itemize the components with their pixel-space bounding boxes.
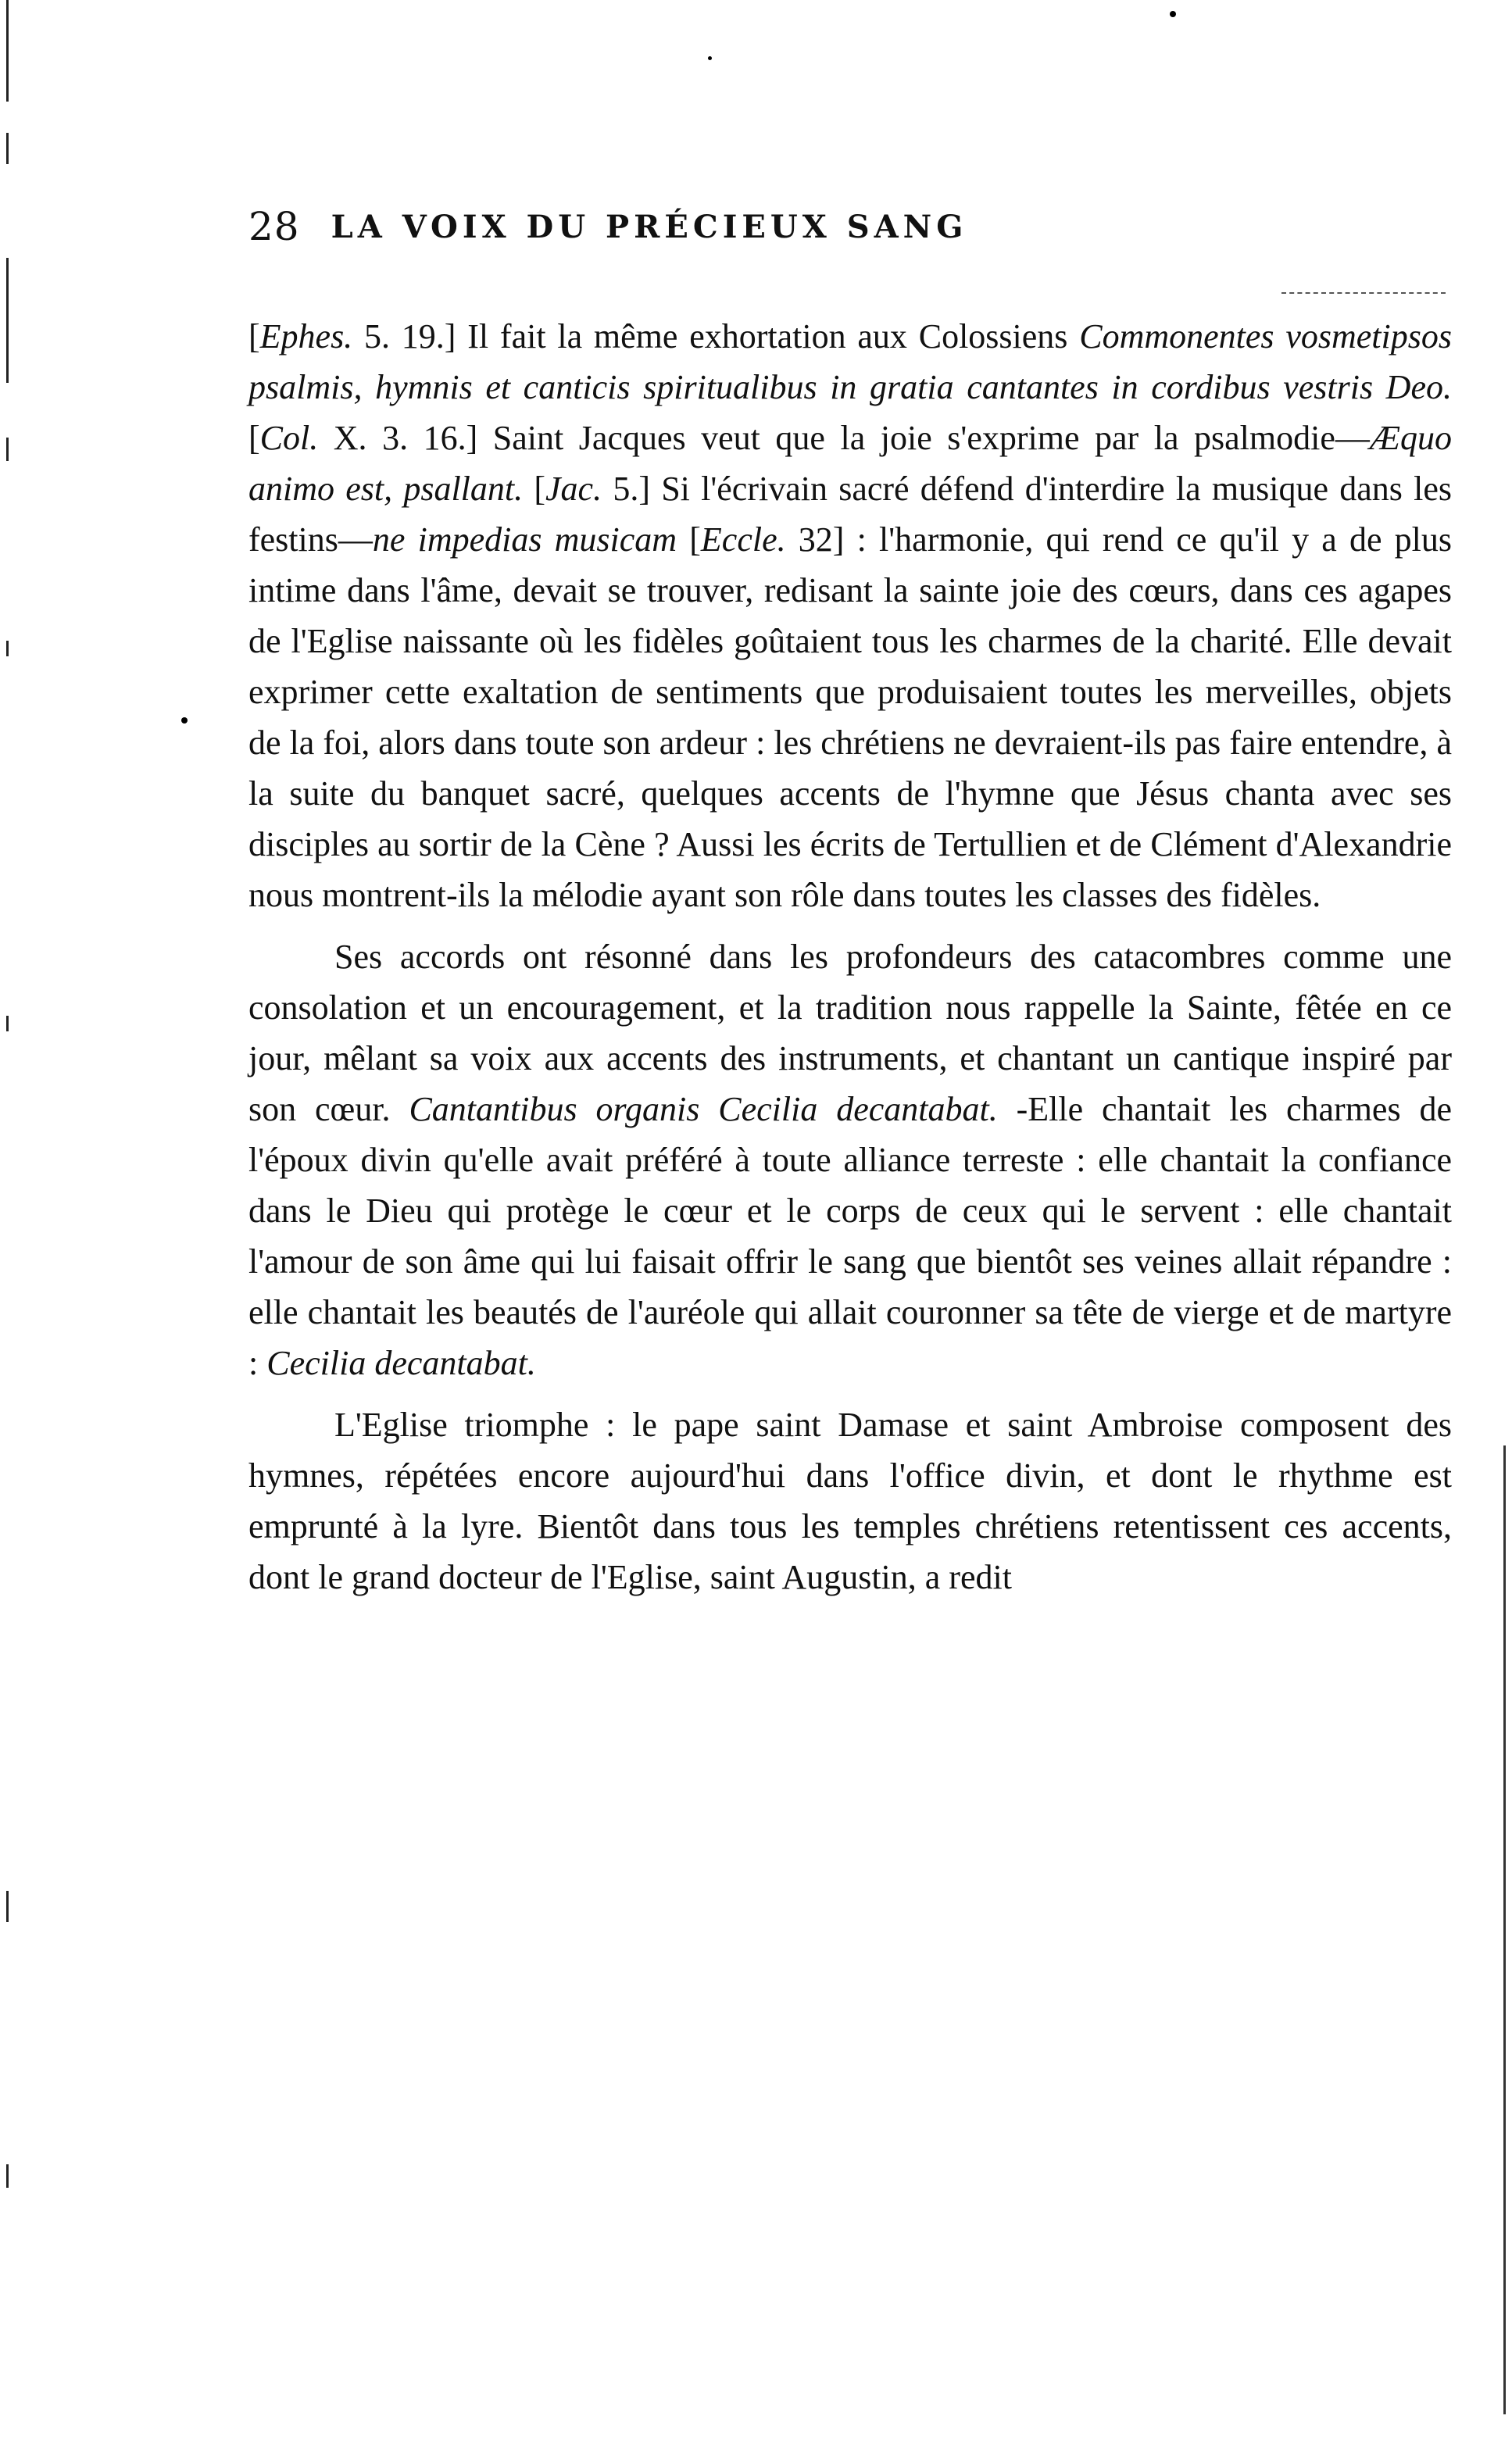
latin-quote: Cecilia decantabat. <box>266 1344 536 1382</box>
scan-edge-mark <box>6 0 9 102</box>
latin-quote: Ephes. <box>259 317 353 356</box>
text-run: [ <box>248 419 260 457</box>
text-run: [ <box>523 470 546 508</box>
latin-quote: Col. <box>259 419 319 457</box>
text-run: 5.] Si l'écrivain sacré défend d'interdire la musique dans les festins— <box>248 470 1452 559</box>
scan-edge-mark <box>6 1016 9 1031</box>
page-number: 28 <box>248 204 300 249</box>
text-run: 5. 19.] Il fait la même exhortation aux Colossiens <box>352 317 1080 356</box>
text-run: 32] : l'harmonie, qui rend ce qu'il y a de plus intime dans l'âme, devait se trouver, redisant la sainte joie des cœurs, dans ces agapes de l'Eglise naissante où les fidèles goûtaient tous les charmes de la charité. Elle devait exprimer cette exaltation de sentiments que produisaient toutes les merveilles, objets de la foi, alors dans toute son ardeur : les chrétiens ne devraient-ils pas faire entendre, à la suite du banquet sacré, quelques accents de l'hymne que Jésus chanta avec ses disciples au sortir de la Cène ? Aussi les écrits de Tertullien et de Clément d'Alexandrie nous montrent-ils la mélodie ayant son rôle dans toutes les classes des fidèles. <box>248 520 1453 914</box>
latin-quote: Cantantibus organis Cecilia decantabat. <box>409 1090 998 1128</box>
text-run: Ses accords ont résonné dans les profondeurs des catacombres comme une consolation et un encouragement, et la tradition nous rappelle la Sainte, fêtée en ce jour, mêlant sa voix aux accents des instruments, et chantant un cantique inspiré par son cœur. <box>248 938 1452 1128</box>
latin-quote: Jac. <box>545 470 602 508</box>
scan-speck <box>1170 11 1176 17</box>
running-head: LA VOIX DU PRÉCIEUX SANG <box>331 208 968 245</box>
text-run: [ <box>677 520 701 559</box>
scan-speck <box>708 56 712 60</box>
scan-edge-mark <box>6 2164 9 2188</box>
text-run: X. 3. 16.] Saint Jacques veut que la joie s'exprime par la psalmodie— <box>318 419 1370 457</box>
header-rule <box>1281 292 1446 294</box>
body-text <box>248 311 1452 1613</box>
scan-edge-mark <box>6 258 9 383</box>
scan-edge-bar <box>1503 1445 1506 2414</box>
latin-quote: Commonentes vosmetipsos psalmis, hymnis et canticis spiritualibus in gratia cantantes in cordibus vestris Deo. <box>248 317 1452 406</box>
scan-speck <box>181 717 188 724</box>
scan-edge-mark <box>6 438 9 461</box>
paragraph <box>248 311 1452 920</box>
scan-edge-mark <box>6 1891 9 1922</box>
latin-quote: Eccle. <box>700 520 786 559</box>
text-run: L'Eglise triomphe : le pape saint Damase et saint Ambroise composent des hymnes, répétées encore aujourd'hui dans l'office divin, et dont le rhythme est emprunté à la lyre. Bientôt dans tous les temples chrétiens retentissent ces accents, dont le grand docteur de l'Eglise, saint Augustin, a redit <box>248 1406 1452 1596</box>
paragraph <box>248 931 1452 1388</box>
scan-edge-mark <box>6 641 9 656</box>
latin-quote: ne impedias musicam <box>372 520 677 559</box>
text-run: [ <box>248 317 260 356</box>
text-run: -Elle chantait les charmes de l'époux divin qu'elle avait préféré à toute alliance terreste : elle chantait la confiance dans le Dieu qui protège le cœur et le corps de ceux qui le servent : elle chantait l'amour de son âme qui lui faisait offrir le sang que bientôt ses veines allait répandre : elle chantait les beautés de l'auréole qui allait couronner sa tête de vierge et de martyre : <box>248 1090 1452 1382</box>
scan-edge-mark <box>6 133 9 164</box>
paragraph <box>248 1399 1452 1603</box>
page-header <box>248 199 1452 254</box>
latin-quote: Æquo animo est, psallant. <box>248 419 1452 508</box>
